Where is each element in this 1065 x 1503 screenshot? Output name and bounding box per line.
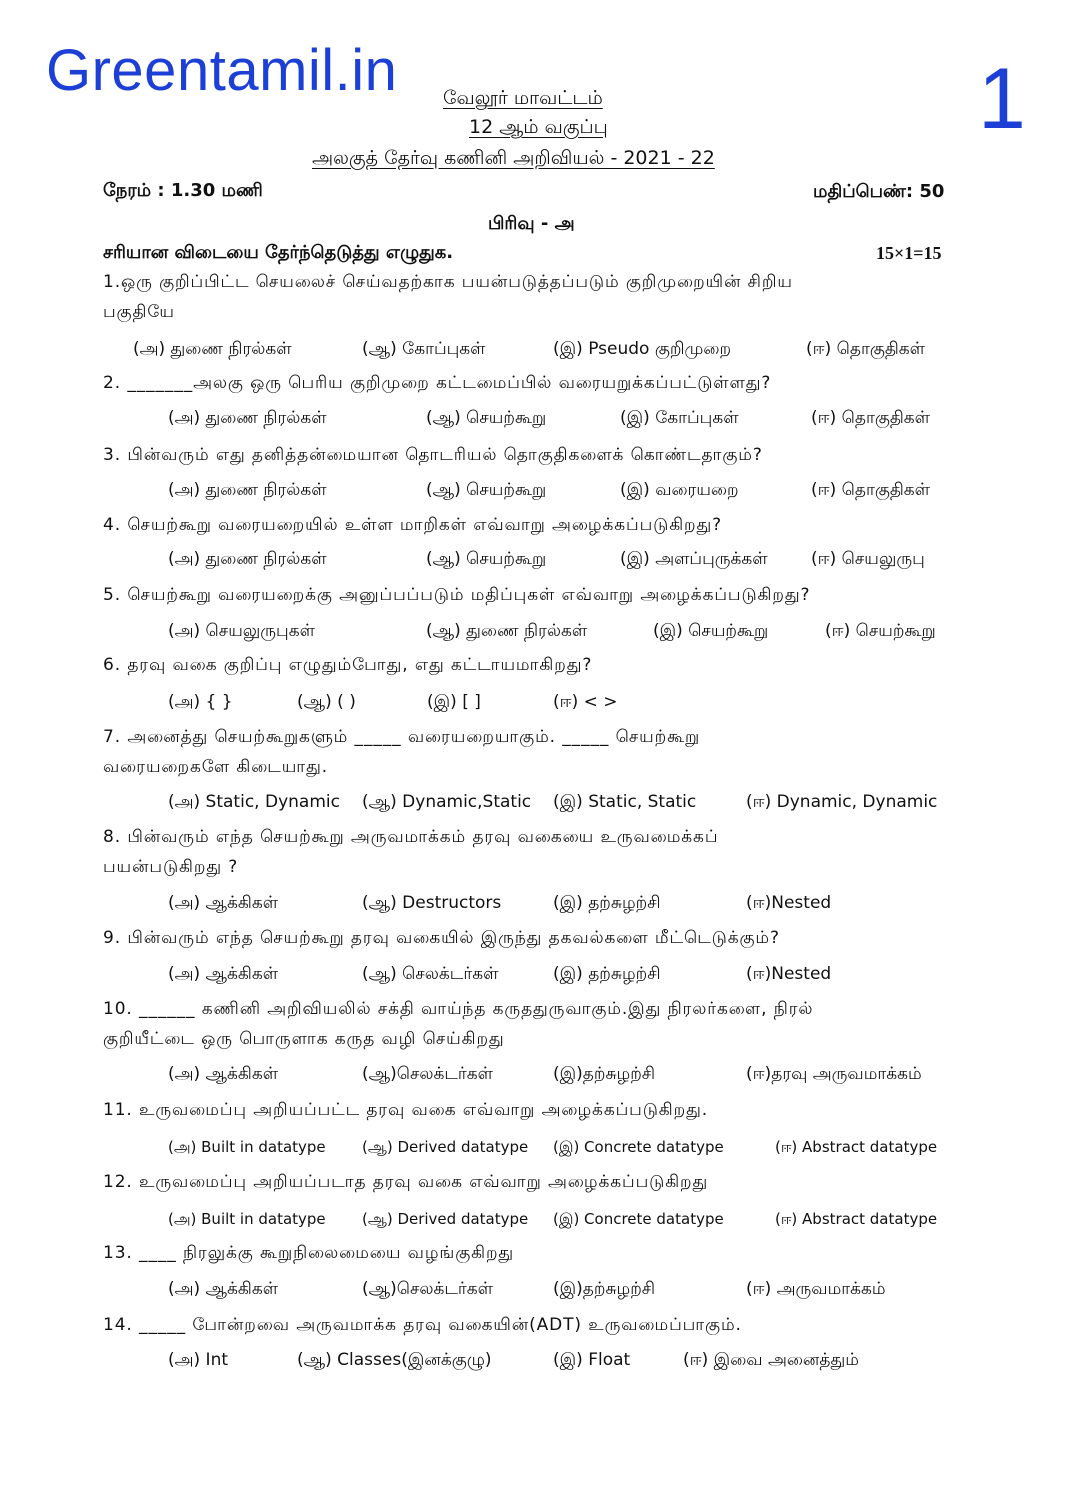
- q9-option-d: (ஈ)Nested: [746, 964, 832, 984]
- question-12: 12. உருவமைப்பு அறியப்படாத தரவு வகை எவ்வாறு அழைக்கப்படுகிறது: [103, 1172, 709, 1192]
- q14-option-a: (அ) Int: [168, 1350, 229, 1370]
- q2-option-d: (ஈ) தொகுதிகள்: [811, 408, 930, 428]
- q12-option-a: (அ) Built in datatype: [168, 1210, 326, 1228]
- q2-option-c: (இ) கோப்புகள்: [620, 408, 739, 428]
- q5-option-c: (இ) செயற்கூறு: [653, 621, 769, 641]
- q10-option-d: (ஈ)தரவு அருவமாக்கம்: [746, 1064, 922, 1084]
- q6-option-b: (ஆ) ( ): [297, 692, 356, 712]
- q12-option-b: (ஆ) Derived datatype: [362, 1210, 529, 1228]
- q1-option-c: (இ) Pseudo குறிமுறை: [553, 339, 732, 359]
- exam-time: நேரம் : 1.30 மணி: [103, 180, 263, 201]
- mark-scheme: 15×1=15: [876, 243, 942, 263]
- question-4: 4. செயற்கூறு வரையறையில் உள்ள மாறிகள் எவ்வாறு அழைக்கப்படுகிறது?: [103, 515, 723, 535]
- q7-option-d: (ஈ) Dynamic, Dynamic: [746, 792, 938, 812]
- q4-option-a: (அ) துணை நிரல்கள்: [168, 549, 327, 569]
- question-11: 11. உருவமைப்பு அறியப்பட்ட தரவு வகை எவ்வாறு அழைக்கப்படுகிறது.: [103, 1100, 709, 1120]
- q1-option-b: (ஆ) கோப்புகள்: [362, 339, 486, 359]
- q3-option-a: (அ) துணை நிரல்கள்: [168, 480, 327, 500]
- question-5: 5. செயற்கூறு வரையறைக்கு அனுப்பப்படும் மதிப்புகள் எவ்வாறு அழைக்கப்படுகிறது?: [103, 585, 811, 605]
- q4-option-d: (ஈ) செயலுருபு: [811, 549, 925, 569]
- q6-option-a: (அ) { }: [168, 692, 233, 712]
- q8-option-d: (ஈ)Nested: [746, 893, 832, 913]
- q8-option-c: (இ) தற்சுழற்சி: [553, 893, 661, 913]
- q9-option-a: (அ) ஆக்கிகள்: [168, 964, 279, 984]
- question-1-cont: பகுதியே: [103, 302, 175, 322]
- q10-option-b: (ஆ)செலக்டர்கள்: [362, 1064, 494, 1084]
- question-6: 6. தரவு வகை குறிப்பு எழுதும்போது, எது கட்டாயமாகிறது?: [103, 655, 593, 675]
- question-3: 3. பின்வரும் எது தனித்தன்மையான தொடரியல் தொகுதிகளைக் கொண்டதாகும்?: [103, 445, 763, 465]
- q10-option-c: (இ)தற்சுழற்சி: [553, 1064, 656, 1084]
- question-10-cont: குறியீட்டை ஒரு பொருளாக கருத வழி செய்கிறது: [103, 1029, 505, 1049]
- q7-option-a: (அ) Static, Dynamic: [168, 792, 340, 812]
- q9-option-b: (ஆ) செலக்டர்கள்: [362, 964, 499, 984]
- q13-option-d: (ஈ) அருவமாக்கம்: [746, 1279, 886, 1299]
- question-7-cont: வரையறைகளே கிடையாது.: [103, 757, 329, 777]
- page-number: 1: [978, 51, 1026, 147]
- q14-option-d: (ஈ) இவை அனைத்தும்: [683, 1350, 859, 1370]
- exam-marks: மதிப்பெண்: 50: [813, 181, 945, 202]
- q3-option-d: (ஈ) தொகுதிகள்: [811, 480, 930, 500]
- q2-option-b: (ஆ) செயற்கூறு: [426, 408, 547, 428]
- question-8-cont: பயன்படுகிறது ?: [103, 857, 239, 877]
- q1-option-a: (அ) துணை நிரல்கள்: [133, 339, 292, 359]
- class-heading: 12 ஆம் வகுப்பு: [469, 116, 608, 138]
- q6-option-c: (இ) [ ]: [427, 692, 481, 712]
- q12-option-d: (ஈ) Abstract datatype: [775, 1210, 938, 1228]
- q10-option-a: (அ) ஆக்கிகள்: [168, 1064, 279, 1084]
- question-8: 8. பின்வரும் எந்த செயற்கூறு அருவமாக்கம் தரவு வகையை உருவமைக்கப்: [103, 827, 719, 847]
- district-heading: வேலூர் மாவட்டம்: [443, 87, 603, 109]
- q2-option-a: (அ) துணை நிரல்கள்: [168, 408, 327, 428]
- exam-title: அலகுத் தேர்வு கணினி அறிவியல் - 2021 - 22: [312, 147, 715, 169]
- q11-option-b: (ஆ) Derived datatype: [362, 1138, 529, 1156]
- question-1: 1.ஒரு குறிப்பிட்ட செயலைச் செய்வதற்காக பயன்படுத்தப்படும் குறிமுறையின் சிறிய: [103, 272, 793, 292]
- section-title: பிரிவு - அ: [488, 213, 575, 234]
- q11-option-d: (ஈ) Abstract datatype: [775, 1138, 938, 1156]
- q1-option-d: (ஈ) தொகுதிகள்: [806, 339, 925, 359]
- q6-option-d: (ஈ) < >: [553, 692, 618, 712]
- instruction-text: சரியான விடையை தேர்ந்தெடுத்து எழுதுக.: [103, 242, 454, 263]
- question-10: 10. ______ கணினி அறிவியலில் சக்தி வாய்ந்த கருததுருவாகும்.இது நிரலர்களை, நிரல்: [103, 999, 814, 1019]
- q11-option-c: (இ) Concrete datatype: [553, 1138, 724, 1156]
- q12-option-c: (இ) Concrete datatype: [553, 1210, 724, 1228]
- q3-option-c: (இ) வரையறை: [620, 480, 739, 500]
- q7-option-c: (இ) Static, Static: [553, 792, 697, 812]
- q14-option-c: (இ) Float: [553, 1350, 631, 1370]
- q5-option-a: (அ) செயலுருபுகள்: [168, 621, 315, 641]
- q11-option-a: (அ) Built in datatype: [168, 1138, 326, 1156]
- site-brand: Greentamil.in: [46, 38, 398, 103]
- q5-option-d: (ஈ) செயற்கூறு: [825, 621, 936, 641]
- q13-option-a: (அ) ஆக்கிகள்: [168, 1279, 279, 1299]
- q4-option-c: (இ) அளப்புருக்கள்: [620, 549, 768, 569]
- q3-option-b: (ஆ) செயற்கூறு: [426, 480, 547, 500]
- q7-option-b: (ஆ) Dynamic,Static: [362, 792, 532, 812]
- q13-option-b: (ஆ)செலக்டர்கள்: [362, 1279, 494, 1299]
- q8-option-a: (அ) ஆக்கிகள்: [168, 893, 279, 913]
- question-2: 2. _______அலகு ஒரு பெரிய குறிமுறை கட்டமைப்பில் வரையறுக்கப்பட்டுள்ளது?: [103, 373, 772, 393]
- question-13: 13. ____ நிரலுக்கு கூறுநிலைமையை வழங்குகிறது: [103, 1243, 515, 1263]
- q5-option-b: (ஆ) துணை நிரல்கள்: [426, 621, 588, 641]
- q14-option-b: (ஆ) Classes(இனக்குழு): [297, 1350, 492, 1370]
- question-7: 7. அனைத்து செயற்கூறுகளும் _____ வரையறையாகும். _____ செயற்கூறு: [103, 727, 701, 747]
- question-9: 9. பின்வரும் எந்த செயற்கூறு தரவு வகையில் இருந்து தகவல்களை மீட்டெடுக்கும்?: [103, 928, 780, 948]
- q4-option-b: (ஆ) செயற்கூறு: [426, 549, 547, 569]
- question-14: 14. _____ போன்றவை அருவமாக்க தரவு வகையின்(ADT) உருவமைப்பாகும்.: [103, 1315, 742, 1335]
- q8-option-b: (ஆ) Destructors: [362, 893, 502, 913]
- q9-option-c: (இ) தற்சுழற்சி: [553, 964, 661, 984]
- q13-option-c: (இ)தற்சுழற்சி: [553, 1279, 656, 1299]
